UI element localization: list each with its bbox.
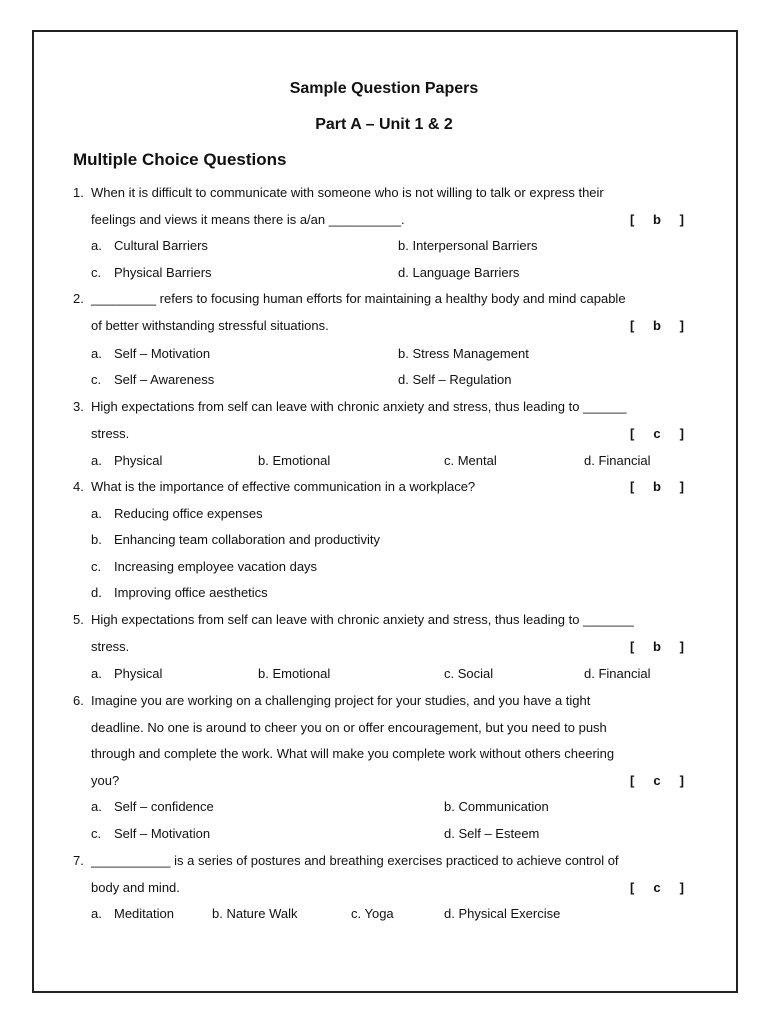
option-text: Physical Barriers bbox=[114, 265, 212, 280]
question-text: feelings and views it means there is a/an __________. bbox=[91, 212, 405, 227]
question-text: body and mind. bbox=[91, 880, 180, 895]
option-text: b. Nature Walk bbox=[212, 906, 298, 921]
option-letter: a. bbox=[91, 799, 102, 814]
answer-key: [ b ] bbox=[630, 318, 684, 333]
answer-letter: b bbox=[653, 318, 661, 333]
option-text: Self – Motivation bbox=[114, 826, 211, 841]
answer-letter: b bbox=[653, 212, 661, 227]
option-letter: a. bbox=[91, 453, 102, 468]
question-text: ___________ is a series of postures and breathing exercises practiced to achieve control of bbox=[91, 853, 619, 868]
option-text: Self – Motivation bbox=[114, 346, 211, 361]
question-text: stress. bbox=[91, 426, 130, 441]
answer-letter: c bbox=[653, 880, 661, 895]
answer-key: [ c ] bbox=[630, 426, 684, 441]
option-text: c. Social bbox=[444, 666, 494, 681]
question-number: 6. bbox=[73, 693, 84, 708]
question-number: 4. bbox=[73, 479, 84, 494]
question-text: stress. bbox=[91, 639, 130, 654]
question-text: of better withstanding stressful situations. bbox=[91, 318, 329, 333]
section-heading: Multiple Choice Questions bbox=[73, 150, 287, 169]
answer-letter: b bbox=[653, 639, 661, 654]
option-text: d. Financial bbox=[584, 453, 651, 468]
question-text: Imagine you are working on a challenging project for your studies, and you have a tight bbox=[91, 693, 591, 708]
question-text: High expectations from self can leave with chronic anxiety and stress, thus leading to _______ bbox=[91, 612, 634, 627]
option-text: Cultural Barriers bbox=[114, 238, 208, 253]
option-text: Self – confidence bbox=[114, 799, 214, 814]
option-letter: d. bbox=[91, 585, 102, 600]
question-number: 1. bbox=[73, 185, 84, 200]
option-text: d. Language Barriers bbox=[398, 265, 520, 280]
option-text: Increasing employee vacation days bbox=[114, 559, 318, 574]
option-letter: a. bbox=[91, 238, 102, 253]
option-text: b. Emotional bbox=[258, 666, 331, 681]
option-text: b. Emotional bbox=[258, 453, 331, 468]
question-number: 3. bbox=[73, 399, 84, 414]
option-text: b. Interpersonal Barriers bbox=[398, 238, 538, 253]
option-text: d. Physical Exercise bbox=[444, 906, 561, 921]
answer-key: [ b ] bbox=[630, 212, 684, 227]
option-text: Reducing office expenses bbox=[114, 506, 263, 521]
option-text: Improving office aesthetics bbox=[114, 585, 268, 600]
option-letter: a. bbox=[91, 506, 102, 521]
option-letter: a. bbox=[91, 906, 102, 921]
option-text: Meditation bbox=[114, 906, 174, 921]
option-letter: c. bbox=[91, 826, 102, 841]
answer-letter: c bbox=[653, 773, 661, 788]
option-text: d. Financial bbox=[584, 666, 651, 681]
question-number: 5. bbox=[73, 612, 84, 627]
option-letter: a. bbox=[91, 346, 102, 361]
option-letter: b. bbox=[91, 532, 102, 547]
answer-letter: c bbox=[653, 426, 661, 441]
option-text: d. Self – Regulation bbox=[398, 372, 512, 387]
option-text: Physical bbox=[114, 453, 163, 468]
option-text: b. Communication bbox=[444, 799, 549, 814]
question-text: _________ refers to focusing human efforts for maintaining a healthy body and mind capable bbox=[91, 291, 626, 306]
question-text: High expectations from self can leave with chronic anxiety and stress, thus leading to ______ bbox=[91, 399, 627, 414]
option-letter: c. bbox=[91, 559, 102, 574]
answer-letter: b bbox=[653, 479, 661, 494]
option-letter: c. bbox=[91, 265, 102, 280]
option-text: c. Yoga bbox=[351, 906, 394, 921]
page-title: Sample Question Papers bbox=[289, 80, 479, 97]
question-text: deadline. No one is around to cheer you on or offer encouragement, but you need to push bbox=[91, 720, 607, 735]
option-text: Self – Awareness bbox=[114, 372, 215, 387]
option-text: Physical bbox=[114, 666, 163, 681]
answer-key: [ c ] bbox=[630, 773, 684, 788]
question-number: 7. bbox=[73, 853, 84, 868]
answer-key: [ c ] bbox=[630, 880, 684, 895]
question-text: What is the importance of effective communication in a workplace? bbox=[91, 479, 476, 494]
page-subtitle: Part A – Unit 1 & 2 bbox=[315, 116, 453, 133]
option-text: b. Stress Management bbox=[398, 346, 529, 361]
answer-key: [ b ] bbox=[630, 479, 684, 494]
option-text: d. Self – Esteem bbox=[444, 826, 540, 841]
question-text: you? bbox=[91, 773, 120, 788]
question-number: 2. bbox=[73, 291, 84, 306]
option-letter: c. bbox=[91, 372, 102, 387]
question-text: through and complete the work. What will make you complete work without others cheering bbox=[91, 746, 615, 761]
option-text: Enhancing team collaboration and productivity bbox=[114, 532, 380, 547]
answer-key: [ b ] bbox=[630, 639, 684, 654]
option-text: c. Mental bbox=[444, 453, 497, 468]
option-letter: a. bbox=[91, 666, 102, 681]
question-text: When it is difficult to communicate with someone who is not willing to talk or express their bbox=[91, 185, 604, 200]
